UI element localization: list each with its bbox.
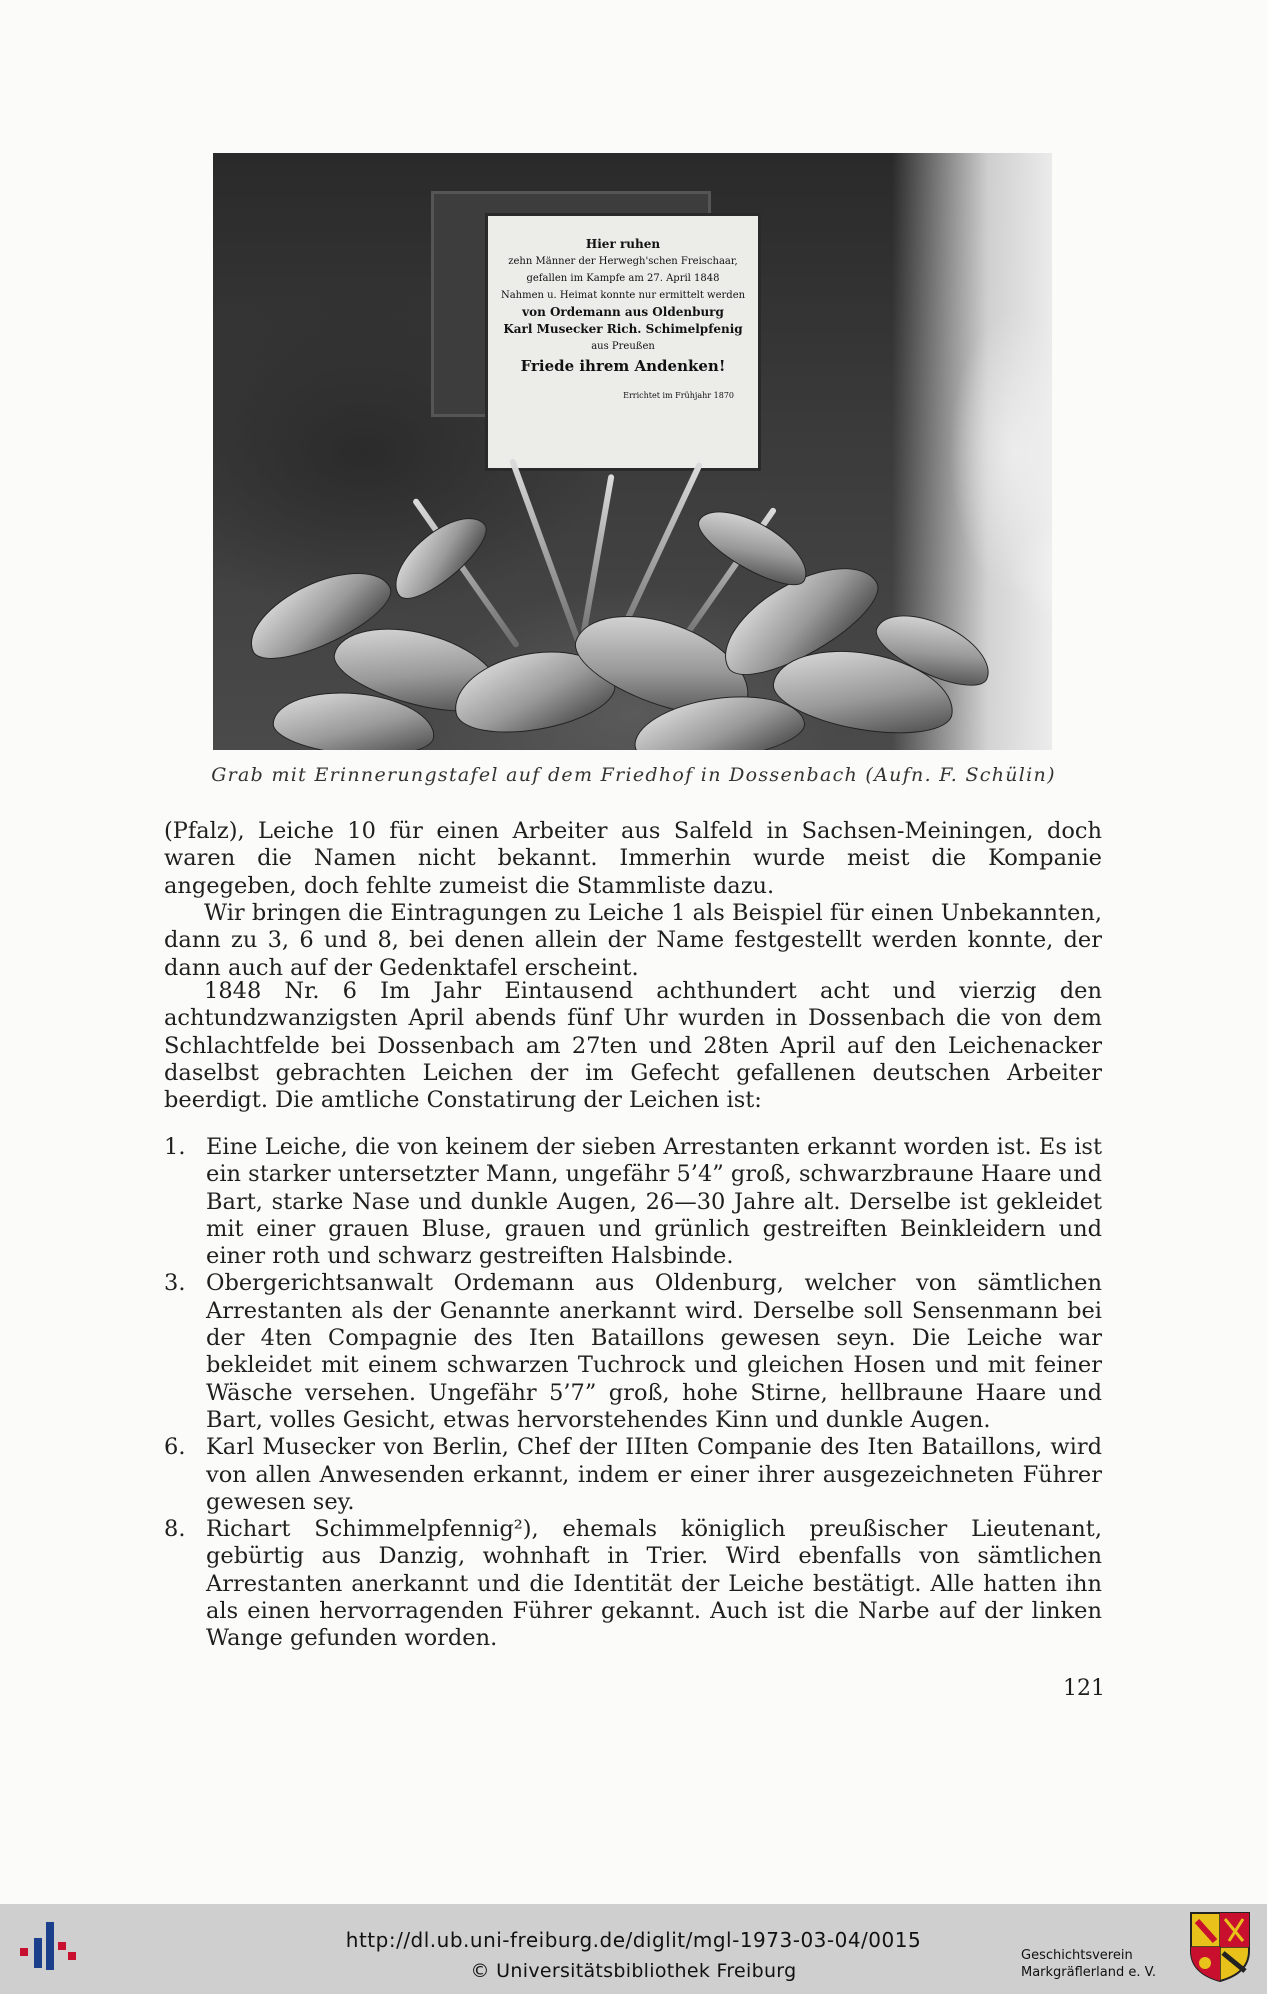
list-number: 6. — [164, 1434, 186, 1461]
list-item — [164, 1434, 1102, 1516]
society-line: Markgräflerland e. V. — [1021, 1965, 1156, 1980]
society-line: Geschichtsverein — [1021, 1948, 1133, 1963]
coat-of-arms-icon — [1189, 1911, 1251, 1983]
list-number: 1. — [164, 1134, 186, 1160]
grave-photo — [213, 153, 1052, 750]
society-name — [1021, 1947, 1181, 1981]
list-number: 8. — [164, 1516, 186, 1543]
footer-url-link[interactable]: http://dl.ub.uni-freiburg.de/diglit/mgl-1973-03-04/0015 — [345, 1928, 922, 1952]
plaque-line: aus Preußen — [591, 341, 655, 352]
list-text: Karl Musecker von Berlin, Chef der IIIten Companie des Iten Bataillons, wird von allen Anwesenden erkannt, indem er einer ihrer ausgezeichneten Führer gewesen sey. — [206, 1434, 1102, 1515]
corpse-list — [164, 1134, 1102, 1653]
plaque-line: Friede ihrem Andenken! — [520, 357, 726, 375]
plaque-line: Errichtet im Frühjahr 1870 — [623, 391, 734, 400]
page-number: 121 — [1063, 1676, 1105, 1701]
ub-freiburg-logo-icon[interactable] — [16, 1918, 78, 1974]
plaque-line: zehn Männer der Herwegh'schen Freischaar, — [508, 256, 738, 267]
body-paragraph — [164, 900, 1102, 982]
list-item — [164, 1134, 1102, 1270]
list-text: Richart Schimmelpfennig²), ehemals königlich preußischer Lieutenant, gebürtig aus Danzig, wohnhaft in Trier. Wird ebenfalls von sämtlichen Arrestanten anerkannt und die Identität der Leiche bestätigt. Alle hatten ihn als einen hervorragenden Führer gekannt. Auch ist die Narbe auf der linken Wange gefunden worden. — [206, 1516, 1102, 1652]
paragraph-text: (Pfalz), Leiche 10 für einen Arbeiter aus Salfeld in Sachsen-Meiningen, doch waren die Namen nicht bekannt. Immerhin wurde meist die Kompanie angegeben, doch fehlte zumeist die Stammliste dazu. — [164, 818, 1102, 899]
body-paragraph — [164, 818, 1102, 900]
body-paragraph — [164, 978, 1102, 1114]
list-text: Obergerichtsanwalt Ordemann aus Oldenburg, welcher von sämtlichen Arrestanten als der Genannte anerkannt wird. Derselbe soll Sensenmann bei der 4ten Compagnie des Iten Bataillons gewesen seyn. Die Leiche war bekleidet mit einem schwarzen Tuchrock und gleichen Hosen und mit feiner Wäsche versehen. Ungefähr 5’7” groß, hohe Stirne, hellbraune Haare und Bart, volles Gesicht, etwas hervorstehendes Kinn und dunkle Augen. — [206, 1270, 1102, 1433]
plant-blade — [509, 458, 583, 648]
list-item — [164, 1516, 1102, 1652]
list-number: 3. — [164, 1270, 186, 1297]
plant-leaf — [689, 496, 818, 598]
paragraph-text: 1848 Nr. 6 Im Jahr Eintausend achthundert acht und vierzig den achtundzwanzigsten April abends fünf Uhr wurden in Dossenbach die von dem Schlachtfelde bei Dossenbach am 27ten und 28ten April auf den Leichenacker daselbst gebrachten Leichen der im Gefecht gefallenen deutschen Arbeiter beerdigt. Die amtliche Constatirung der Leichen ist: — [164, 978, 1102, 1114]
plaque-line: von Ordemann aus Oldenburg — [522, 305, 724, 319]
footer-copyright: © Universitätsbibliothek Freiburg — [470, 1960, 797, 1982]
list-text: Eine Leiche, die von keinem der sieben Arrestanten erkannt worden ist. Es ist ein starker untersetzter Mann, ungefähr 5’4” groß, schwarzbraune Haare und Bart, starke Nase und dunkle Augen, 26—30 Jahre alt. Derselbe ist gekleidet mit einer grauen Bluse, grauen und grünlich gestreiften Beinkleidern und einer roth und schwarz gestreiften Halsbinde. — [206, 1134, 1102, 1270]
paragraph-text: Wir bringen die Eintragungen zu Leiche 1 als Beispiel für einen Unbekannten, dann zu 3, 6 und 8, bei denen allein der Name festgestellt werden konnte, der dann auch auf der Gedenktafel erscheint. — [164, 900, 1102, 981]
memorial-plaque — [485, 213, 761, 471]
plaque-line: Hier ruhen — [585, 237, 661, 251]
plaque-line: gefallen im Kampfe am 27. April 1848 — [526, 273, 720, 284]
photo-caption: Grab mit Erinnerungstafel auf dem Friedhof in Dossenbach (Aufn. F. Schülin) — [211, 764, 1056, 786]
plaque-line: Karl Musecker Rich. Schimelpfenig — [503, 322, 743, 336]
plaque-line: Nahmen u. Heimat konnte nur ermittelt werden — [500, 290, 746, 301]
list-item — [164, 1270, 1102, 1434]
